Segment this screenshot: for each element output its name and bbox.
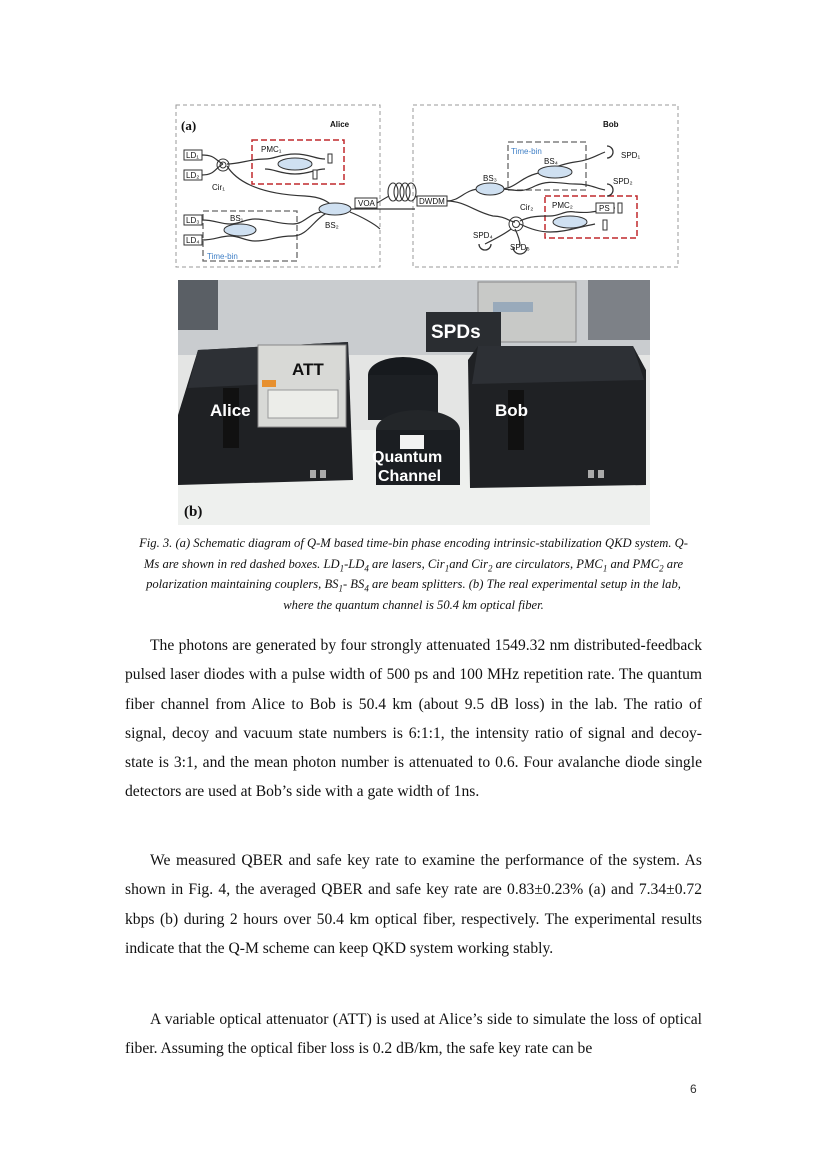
ld1-label: LD₁ (186, 151, 199, 160)
paragraph-qber-results: We measured QBER and safe key rate to examine the performance of the system. As shown in Fig. 4, the averaged QBER and safe key rate are 0.83±0.23% (a) and 7.34±0.72 kbps (b) during 2 hours over 50.4 km optical fiber, respectively. The experimental results indicate that the Q-M scheme can keep QKD system working stably. (125, 852, 702, 957)
cir1-circulator (217, 159, 229, 171)
bob-vent (508, 390, 524, 450)
ld4-label: LD₄ (186, 236, 200, 245)
page-number: 6 (690, 1082, 697, 1096)
caption-text: are beam splitters. (b) The real experimental setup in the lab, where the quantum channel is 50.4 km optical fiber. (283, 577, 681, 612)
bs4-label: BS₄ (544, 157, 558, 166)
caption-sub: 1 (338, 583, 343, 594)
caption-sub: 4 (364, 563, 369, 574)
bs3-label: BS₃ (483, 174, 497, 183)
panel-label-b: (b) (184, 504, 203, 520)
spd1-detector (607, 146, 613, 158)
spds-label: SPDs (431, 322, 481, 343)
pmc2-label: PMC₂ (552, 201, 573, 210)
cir2-inner (513, 221, 520, 228)
bob-connector-1 (588, 470, 594, 478)
panel-label-a: (a) (181, 118, 197, 133)
cir2-label: Cir₂ (520, 203, 534, 212)
mirror-alice-2 (313, 170, 317, 179)
quantum-label-2: Channel (378, 468, 442, 485)
caption-sub: 2 (488, 563, 493, 574)
ps-label: PS (599, 204, 610, 213)
pmc2-coupler (553, 216, 587, 228)
caption-text: -LD (344, 556, 365, 571)
timebin-label-bob: Time-bin (511, 147, 542, 156)
caption-text: and Cir (449, 556, 489, 571)
spd1-label: SPD₁ (621, 151, 641, 160)
bob-connector-2 (598, 470, 604, 478)
spd2-label: SPD₂ (613, 177, 633, 186)
caption-text: - BS (342, 577, 365, 591)
alice-panel (176, 105, 380, 267)
spd3-label: SPD₃ (510, 243, 530, 252)
caption-sub: 1 (444, 563, 450, 574)
alice-photo-label: Alice (210, 401, 251, 420)
bs3-coupler (476, 183, 504, 195)
photo-cabinet-left (178, 280, 218, 330)
photo-wall (178, 280, 650, 355)
caption-text: are circulators, PMC (492, 556, 603, 571)
ld3-label: LD₃ (186, 216, 200, 225)
att-sticker (262, 380, 276, 387)
experimental-setup-photo (178, 280, 650, 525)
dwdm-label: DWDM (419, 197, 445, 206)
bob-panel (413, 105, 678, 267)
alice-label: Alice (330, 120, 350, 129)
bob-device-top (472, 346, 644, 384)
spds-display (493, 302, 533, 312)
bs2-label: BS₂ (325, 221, 339, 230)
bs1-label: BS₁ (230, 214, 244, 223)
spd4-detector (479, 244, 491, 250)
quantum-label-1: Quantum (372, 449, 443, 466)
alice-connector-1 (310, 470, 316, 478)
mirror-bob-1 (618, 203, 622, 213)
ld2-label: LD₂ (186, 171, 200, 180)
photo-cabinet-right (588, 280, 650, 340)
pmc1-label: PMC₁ (261, 145, 282, 154)
bob-photo-label: Bob (495, 401, 529, 420)
figure-caption (132, 533, 695, 615)
spd4-label: SPD₄ (473, 231, 493, 240)
figure-3 (175, 104, 680, 269)
bs4-coupler (538, 166, 572, 178)
caption-sub: 4 (364, 583, 369, 594)
caption-sub: 1 (602, 563, 608, 574)
bs2-coupler (319, 203, 351, 215)
bs1-coupler (224, 224, 256, 236)
alice-connector-2 (320, 470, 326, 478)
fiber-spool-tag (400, 435, 424, 449)
mirror-bob-2 (603, 220, 607, 230)
caption-sub: 2 (659, 563, 664, 574)
caption-text: Fig. 3. (a) Schematic diagram of Q-M based time-bin phase encoding intrinsic-stabilization QKD system. Q-Ms are shown in red dashed boxes. LD (139, 536, 688, 571)
timebin-label-alice: Time-bin (207, 252, 238, 261)
caption-text: are lasers, Cir (368, 556, 445, 571)
paragraph-attenuator: A variable optical attenuator (ATT) is used at Alice’s side to simulate the loss of optical fiber. Assuming the optical fiber loss is 0.2 dB/km, the safe key rate can be (125, 1011, 702, 1058)
bob-label: Bob (603, 120, 619, 129)
caption-text: and PMC (607, 556, 660, 571)
voa-label: VOA (358, 199, 375, 208)
mirror-alice-1 (328, 154, 332, 163)
schematic-diagram (175, 104, 680, 269)
pmc1-coupler (278, 158, 312, 170)
att-panel (268, 390, 338, 418)
caption-text: are polarization maintaining couplers, BS (146, 556, 684, 591)
att-label: ATT (292, 360, 324, 379)
cir1-label: Cir₁ (212, 183, 225, 192)
caption-sub: 1 (339, 563, 345, 574)
paragraph-photon-generation: The photons are generated by four strongly attenuated 1549.32 nm distributed-feedback pulsed laser diodes with a pulse width of 500 ps and 100 MHz repetition rate. The quantum fiber channel from Alice to Bob is 50.4 km (about 9.5 dB loss) in the lab. The ratio of signal, decoy and vacuum state numbers is 6:1:1, the intensity ratio of signal and decoy-state is 3:1, and the mean photon number is attenuated to 0.6. Four avalanche diode single detectors are used at Bob’s side with a gate width of 1ns. (125, 637, 702, 801)
